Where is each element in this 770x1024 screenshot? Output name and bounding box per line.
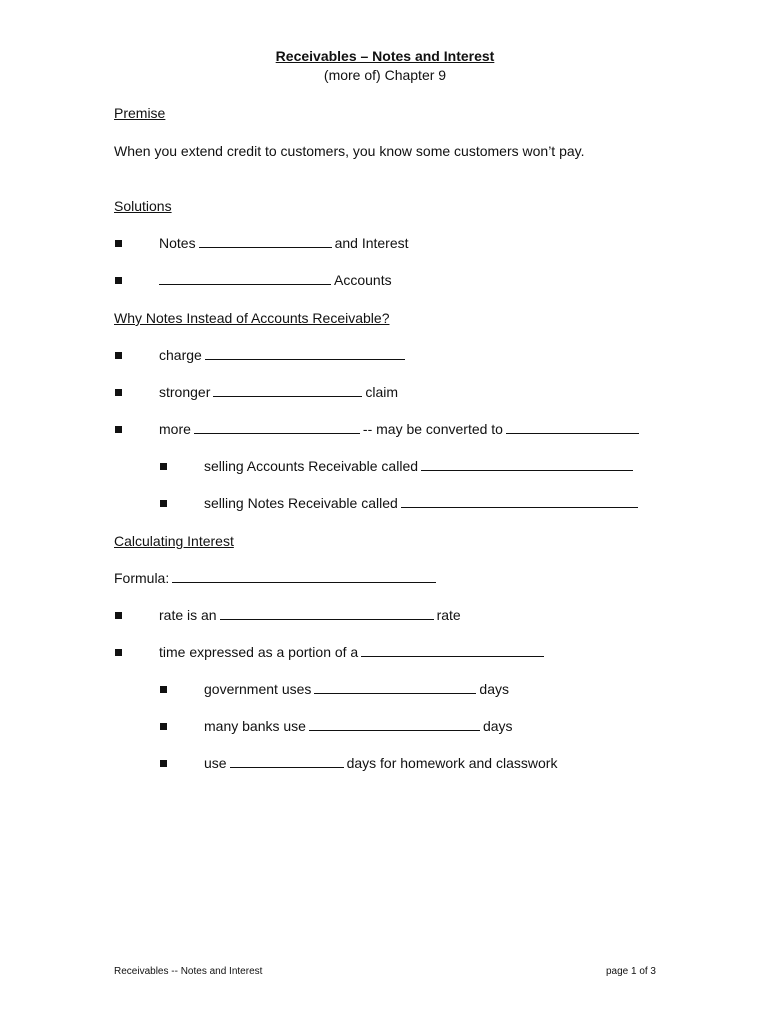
item-text: days (479, 681, 509, 697)
bullet-icon (160, 463, 167, 470)
why-notes-item-more (159, 421, 642, 437)
page-subtitle: (more of) Chapter 9 (323, 67, 447, 83)
bullet-icon (115, 277, 122, 284)
item-text: more (159, 421, 191, 437)
fill-in-blank (159, 272, 331, 285)
fill-in-blank (401, 495, 638, 508)
footer-left: Receivables -- Notes and Interest (114, 966, 263, 977)
bullet-icon (115, 649, 122, 656)
item-text: -- may be converted to (362, 421, 503, 437)
item-text: rate is an (159, 607, 217, 623)
item-text: stronger (159, 384, 211, 400)
bullet-icon (160, 760, 167, 767)
why-notes-item-stronger (159, 384, 398, 400)
item-text: Notes (159, 235, 196, 251)
why-notes-heading: Why Notes Instead of Accounts Receivable? (114, 310, 390, 326)
fill-in-blank (421, 458, 633, 471)
bullet-icon (115, 389, 122, 396)
formula-line (114, 570, 439, 586)
why-notes-item-charge (159, 347, 408, 363)
item-text: claim (365, 384, 399, 400)
solutions-item-notes (159, 235, 409, 251)
bullet-icon (160, 686, 167, 693)
premise-heading: Premise (114, 105, 166, 121)
bullet-icon (160, 723, 167, 730)
footer-page-number: page 1 of 3 (605, 966, 656, 977)
solutions-item-accounts (159, 272, 392, 288)
item-text: selling Notes Receivable called (204, 495, 398, 511)
item-text: use (204, 755, 227, 771)
fill-in-blank (172, 570, 436, 583)
item-text: days for homework and classwork (346, 755, 558, 771)
calculating-heading: Calculating Interest (114, 533, 234, 549)
fill-in-blank (314, 681, 476, 694)
bullet-icon (115, 240, 122, 247)
fill-in-blank (220, 607, 434, 620)
formula-label: Formula: (114, 570, 170, 586)
premise-text: When you extend credit to customers, you know some customers won’t pay. (114, 143, 585, 159)
why-notes-sub-notes (204, 495, 641, 511)
why-notes-sub-accounts (204, 458, 636, 474)
item-text: many banks use (204, 718, 306, 734)
bullet-icon (160, 500, 167, 507)
item-text: charge (159, 347, 202, 363)
item-text: rate (436, 607, 461, 623)
fill-in-blank (205, 347, 405, 360)
bullet-icon (115, 426, 122, 433)
fill-in-blank (213, 384, 362, 397)
fill-in-blank (361, 644, 544, 657)
fill-in-blank (309, 718, 480, 731)
fill-in-blank (199, 235, 332, 248)
fill-in-blank (194, 421, 360, 434)
item-text: days (482, 718, 513, 734)
bullet-icon (115, 352, 122, 359)
fill-in-blank (230, 755, 344, 768)
item-text: selling Accounts Receivable called (204, 458, 419, 474)
fill-in-blank (506, 421, 639, 434)
page-title: Receivables – Notes and Interest (275, 48, 495, 64)
solutions-heading: Solutions (114, 198, 172, 214)
calculating-item-rate (159, 607, 461, 623)
item-text: government uses (204, 681, 312, 697)
calculating-sub-use (204, 755, 557, 771)
calculating-sub-government (204, 681, 509, 697)
item-text: Accounts (334, 272, 392, 288)
item-text: and Interest (334, 235, 409, 251)
calculating-sub-banks (204, 718, 513, 734)
item-text: time expressed as a portion of a (159, 644, 359, 660)
calculating-item-time (159, 644, 547, 660)
bullet-icon (115, 612, 122, 619)
